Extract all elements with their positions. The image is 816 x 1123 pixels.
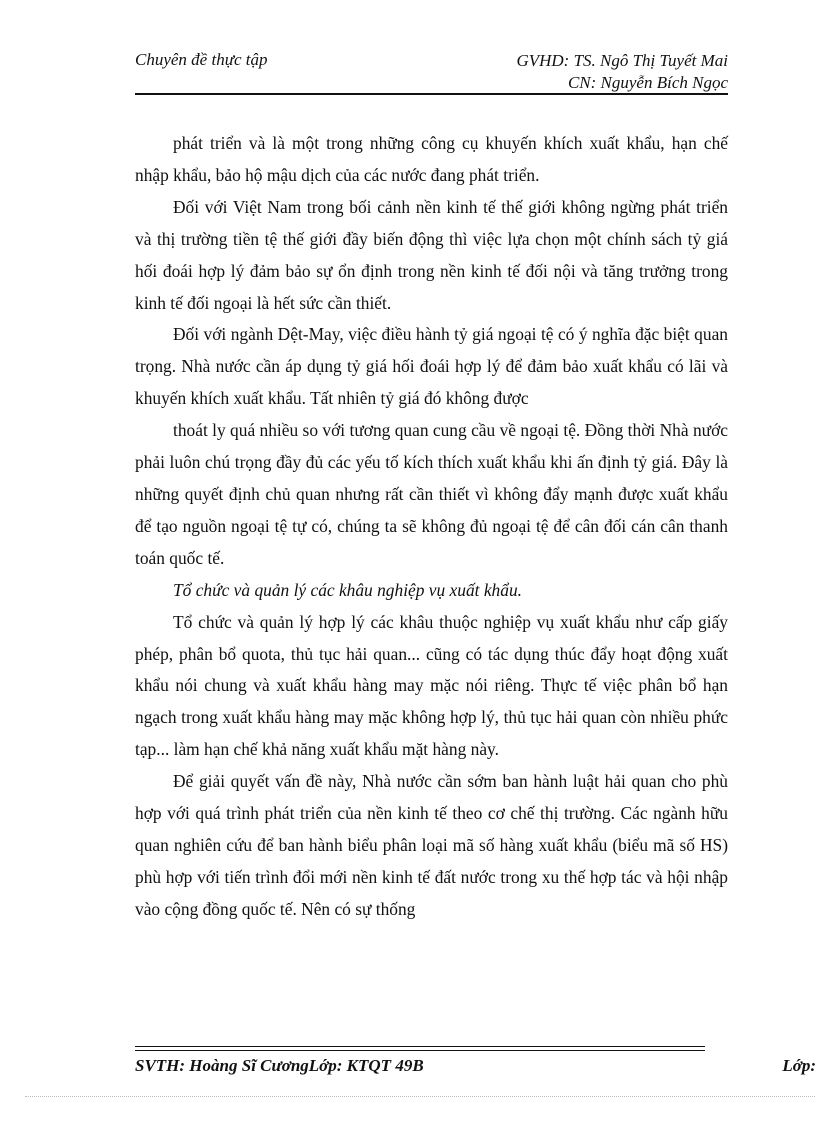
page-boundary-dotted-line <box>25 1096 815 1097</box>
document-body <box>135 128 728 926</box>
footer-rule-bottom <box>135 1050 705 1051</box>
paragraph-6: Tổ chức và quản lý hợp lý các khâu thuộc nghiệp vụ xuất khẩu như cấp giấy phép, phân bổ quota, thủ tục hải quan... cũng có tác dụng thúc đẩy hoạt động xuất khẩu nói chung và xuất khẩu hàng may mặc nói riêng. Thực tế việc phân bổ hạn ngạch trong xuất khẩu hàng may mặc không hợp lý, thủ tục hải quan còn nhiều phức tạp... làm hạn chế khả năng xuất khẩu mặt hàng này. <box>135 611 728 760</box>
footer-student-info: SVTH: Hoàng Sĩ CươngLớp: KTQT 49B <box>135 1056 424 1075</box>
paragraph-2: Đối với Việt Nam trong bối cảnh nền kinh tế thế giới không ngừng phát triển và thị trường tiền tệ thế giới đầy biến động thì việc lựa chọn một chính sách tỷ giá hối đoái hợp lý đảm bảo sự ổn định trong nền kinh tế đối nội và tăng trưởng trong kinh tế đối ngoại là hết sức cần thiết. <box>135 196 728 313</box>
footer-class-label: Lớp: <box>782 1056 816 1075</box>
paragraph-3: Đối với ngành Dệt-May, việc điều hành tỷ giá ngoại tệ có ý nghĩa đặc biệt quan trọng. Nhà nước cần áp dụng tỷ giá hối đoái hợp lý để đảm bảo xuất khẩu có lãi và khuyến khích xuất khẩu. Tất nhiên tỷ giá đó không được <box>135 324 728 409</box>
header-supervisor-gvhd: GVHD: TS. Ngô Thị Tuyết Mai <box>516 51 728 70</box>
footer-rule-top <box>135 1046 705 1047</box>
paragraph-4: thoát ly quá nhiều so với tương quan cung cầu về ngoại tệ. Đồng thời Nhà nước phải luôn chú trọng đầy đủ các yếu tố kích thích xuất khẩu khi ấn định tỷ giá. Đây là những quyết định chủ quan nhưng rất cần thiết vì không đẩy mạnh được xuất khẩu để tạo nguồn ngoại tệ tự có, chúng ta sẽ không đủ ngoại tệ để cân đối cán cân thanh toán quốc tế. <box>135 420 728 568</box>
paragraph-1: phát triển và là một trong những công cụ khuyến khích xuất khẩu, hạn chế nhập khẩu, bảo hộ mậu dịch của các nước đang phát triển. <box>135 133 728 185</box>
header-supervisors <box>408 50 728 94</box>
header-course-title: Chuyên đề thực tập <box>135 50 268 69</box>
paragraph-7: Để giải quyết vấn đề này, Nhà nước cần sớm ban hành luật hải quan cho phù hợp với quá trình phát triển của nền kinh tế theo cơ chế thị trường. Các ngành hữu quan nghiên cứu để ban hành biểu phân loại mã số hàng xuất khẩu (biểu mã số HS) phù hợp với tiến trình đổi mới nền kinh tế đất nước trong xu thế hợp tác và hội nhập vào cộng đồng quốc tế. Nên có sự thống <box>135 771 728 919</box>
section-heading: Tổ chức và quản lý các khâu nghiệp vụ xuất khẩu. <box>173 579 522 600</box>
header-supervisor-cn: CN: Nguyễn Bích Ngọc <box>567 73 728 92</box>
header-rule <box>135 93 728 95</box>
